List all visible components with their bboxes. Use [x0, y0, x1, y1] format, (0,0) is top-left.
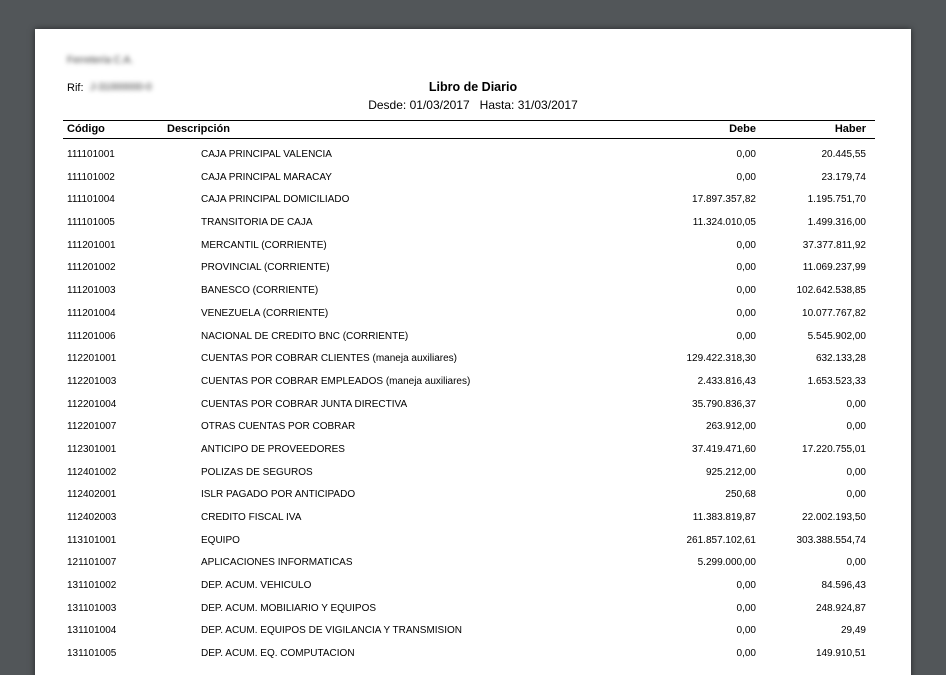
row-credit: 0,00 — [846, 489, 866, 501]
report-page — [35, 29, 911, 675]
header-code: Código — [67, 123, 105, 135]
table-row — [35, 172, 911, 195]
table-row — [35, 648, 911, 671]
date-to-label: Hasta: — [479, 98, 515, 112]
row-description: PROVINCIAL (CORRIENTE) — [201, 262, 330, 274]
row-code: 131101004 — [67, 625, 117, 637]
row-debit: 261.857.102,61 — [686, 534, 756, 546]
row-credit: 1.499.316,00 — [807, 217, 866, 229]
row-debit: 0,00 — [736, 330, 756, 342]
row-code: 111101002 — [67, 171, 115, 183]
row-description: NACIONAL DE CREDITO BNC (CORRIENTE) — [201, 330, 409, 342]
row-credit: 632.133,28 — [815, 353, 866, 365]
row-description: VENEZUELA (CORRIENTE) — [201, 307, 329, 319]
row-description: MERCANTIL (CORRIENTE) — [201, 239, 327, 251]
date-range — [35, 98, 911, 112]
row-code: 131101002 — [67, 580, 117, 592]
row-description: OTRAS CUENTAS POR COBRAR — [201, 421, 356, 433]
report-title: Libro de Diario — [428, 80, 518, 94]
table-row — [35, 625, 911, 648]
row-code: 121101007 — [67, 557, 117, 569]
table-row — [35, 262, 911, 285]
row-description: CAJA PRINCIPAL DOMICILIADO — [201, 194, 350, 206]
row-code: 112301001 — [67, 443, 117, 455]
row-code: 111201003 — [67, 285, 116, 297]
table-row — [35, 535, 911, 558]
row-code: 111101001 — [67, 149, 115, 160]
row-debit: 0,00 — [736, 602, 756, 614]
rif-value-redacted: J-31000000-0 — [90, 82, 152, 93]
journal-rows — [35, 149, 911, 671]
row-code: 111201004 — [67, 307, 116, 319]
row-code: 112402003 — [67, 512, 117, 523]
row-credit: 17.220.755,01 — [802, 443, 866, 455]
row-debit: 35.790.836,37 — [692, 398, 756, 410]
row-credit: 37.377.811,92 — [802, 239, 866, 251]
row-code: 131101005 — [67, 648, 117, 660]
row-code: 131101003 — [67, 602, 117, 614]
table-row — [35, 467, 911, 490]
row-debit: 129.422.318,30 — [686, 353, 756, 365]
row-description: ANTICIPO DE PROVEEDORES — [201, 443, 345, 455]
company-name-redacted: Ferretería C.A. — [67, 55, 134, 66]
row-credit: 5.545.902,00 — [807, 330, 866, 342]
row-description: CUENTAS POR COBRAR EMPLEADOS (maneja auxiliares) — [201, 375, 471, 387]
row-description: BANESCO (CORRIENTE) — [201, 285, 319, 297]
row-code: 112201003 — [67, 375, 117, 387]
row-credit: 149.910,51 — [815, 648, 866, 660]
row-code: 111101004 — [67, 194, 115, 206]
row-debit: 0,00 — [736, 262, 756, 274]
row-debit: 0,00 — [736, 580, 756, 592]
row-code: 111201002 — [67, 262, 116, 274]
row-debit: 250,68 — [725, 489, 756, 501]
table-row — [35, 308, 911, 331]
table-row — [35, 376, 911, 399]
row-debit: 0,00 — [736, 648, 756, 660]
table-header — [35, 123, 911, 137]
row-credit: 248.924,87 — [815, 602, 866, 614]
row-description: TRANSITORIA DE CAJA — [201, 217, 313, 229]
row-description: DEP. ACUM. EQUIPOS DE VIGILANCIA Y TRANSMISION — [201, 625, 463, 637]
table-row — [35, 194, 911, 217]
row-debit: 37.419.471,60 — [692, 443, 756, 455]
row-debit: 0,00 — [736, 285, 756, 297]
header-description: Descripción — [167, 123, 230, 135]
row-debit: 11.324.010,05 — [692, 217, 756, 229]
row-code: 111201001 — [67, 239, 116, 251]
row-description: CUENTAS POR COBRAR CLIENTES (maneja auxiliares) — [201, 353, 457, 365]
table-row — [35, 331, 911, 354]
table-row — [35, 149, 911, 172]
row-code: 112201004 — [67, 398, 117, 410]
table-row — [35, 603, 911, 626]
table-row — [35, 240, 911, 263]
row-debit: 11.383.819,87 — [692, 512, 756, 523]
row-description: APLICACIONES INFORMATICAS — [201, 557, 353, 569]
row-credit: 0,00 — [846, 557, 866, 569]
table-row — [35, 399, 911, 422]
row-description: DEP. ACUM. EQ. COMPUTACION — [201, 648, 355, 660]
row-description: DEP. ACUM. MOBILIARIO Y EQUIPOS — [201, 602, 377, 614]
row-debit: 0,00 — [736, 171, 756, 183]
row-description: DEP. ACUM. VEHICULO — [201, 580, 312, 592]
row-description: POLIZAS DE SEGUROS — [201, 466, 313, 478]
row-credit: 0,00 — [846, 421, 866, 433]
table-row — [35, 353, 911, 376]
header-credit: Haber — [834, 123, 866, 135]
row-debit: 0,00 — [736, 307, 756, 319]
header-bottom-rule — [63, 138, 875, 139]
header-top-rule — [63, 120, 875, 121]
row-description: EQUIPO — [201, 534, 240, 546]
row-credit: 303.388.554,74 — [796, 534, 866, 546]
row-debit: 0,00 — [736, 625, 756, 637]
row-debit: 5.299.000,00 — [697, 557, 756, 569]
row-description: ISLR PAGADO POR ANTICIPADO — [201, 489, 356, 501]
table-row — [35, 557, 911, 580]
row-credit: 102.642.538,85 — [796, 285, 866, 297]
row-description: CREDITO FISCAL IVA — [201, 512, 302, 523]
row-credit: 84.596,43 — [821, 580, 866, 592]
row-credit: 20.445,55 — [821, 149, 866, 160]
date-from: 01/03/2017 — [409, 98, 470, 112]
date-to: 31/03/2017 — [517, 98, 578, 112]
row-credit: 23.179,74 — [821, 171, 866, 183]
rif-label: Rif: — [67, 82, 84, 94]
row-credit: 0,00 — [846, 398, 866, 410]
row-credit: 0,00 — [846, 466, 866, 478]
table-row — [35, 421, 911, 444]
row-credit: 29,49 — [840, 625, 866, 637]
row-credit: 22.002.193,50 — [802, 512, 866, 523]
header-debit: Debe — [729, 123, 756, 135]
row-debit: 0,00 — [736, 149, 756, 160]
row-credit: 1.653.523,33 — [807, 375, 866, 387]
row-description: CAJA PRINCIPAL MARACAY — [201, 171, 332, 183]
table-row — [35, 285, 911, 308]
row-debit: 17.897.357,82 — [692, 194, 756, 206]
table-row — [35, 512, 911, 535]
row-credit: 10.077.767,82 — [802, 307, 866, 319]
row-credit: 11.069.237,99 — [802, 262, 866, 274]
row-code: 111101005 — [67, 217, 115, 229]
date-from-label: Desde: — [368, 98, 407, 112]
row-code: 112201007 — [67, 421, 117, 433]
row-code: 112401002 — [67, 466, 117, 478]
table-row — [35, 217, 911, 240]
row-debit: 925.212,00 — [705, 466, 756, 478]
row-code: 113101001 — [67, 534, 117, 546]
row-debit: 2.433.816,43 — [697, 375, 756, 387]
row-debit: 0,00 — [736, 239, 756, 251]
row-debit: 263.912,00 — [705, 421, 756, 433]
row-code: 112201001 — [67, 353, 117, 365]
row-code: 111201006 — [67, 330, 116, 342]
row-code: 112402001 — [67, 489, 117, 501]
table-row — [35, 580, 911, 603]
row-description: CUENTAS POR COBRAR JUNTA DIRECTIVA — [201, 398, 408, 410]
table-row — [35, 444, 911, 467]
table-row — [35, 489, 911, 512]
row-credit: 1.195.751,70 — [807, 194, 866, 206]
row-description: CAJA PRINCIPAL VALENCIA — [201, 149, 332, 160]
